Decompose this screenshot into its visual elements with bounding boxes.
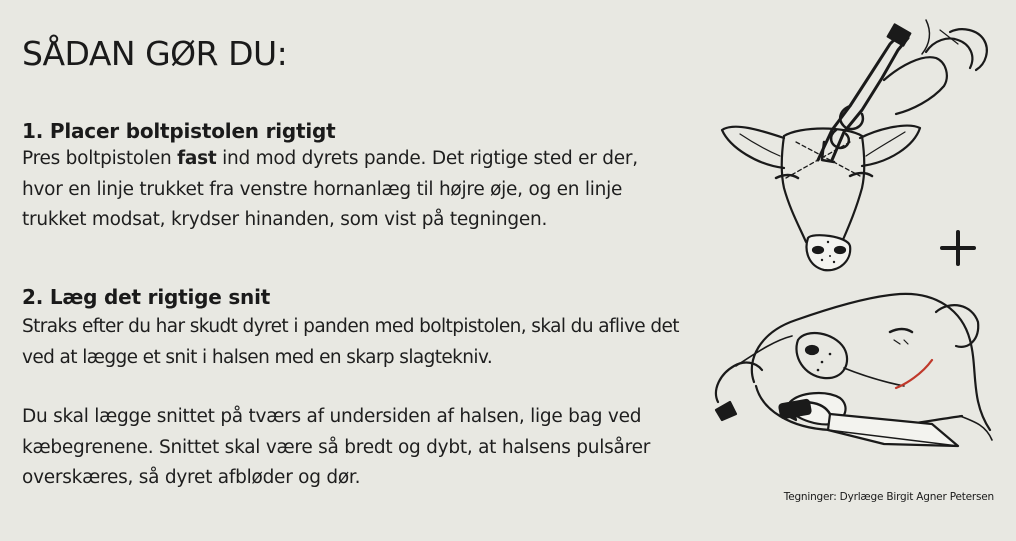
cut-line bbox=[896, 360, 932, 388]
step1-title: 1. Placer boltpistolen rigtigt bbox=[22, 119, 336, 143]
step1-text-bold: fast bbox=[177, 148, 217, 169]
page-title: SÅDAN GØR DU: bbox=[22, 34, 288, 73]
text-column bbox=[22, 30, 682, 488]
step2-paragraph-2: Du skal lægge snittet på tværs af undersiden af halsen, lige bag ved kæbegrenene. Snittet skal være så bredt og dybt, at halsens pulsårer overskæres, så dyret afbløder og dør. bbox=[22, 406, 651, 488]
plus-sign bbox=[942, 232, 974, 264]
goat-neck-cut-drawing bbox=[716, 294, 992, 446]
step1-paragraph bbox=[22, 144, 682, 236]
illustrations bbox=[700, 10, 1010, 480]
step1-text-before: Pres boltpistolen bbox=[22, 148, 178, 169]
illustration-credit: Tegninger: Dyrlæge Birgit Agner Petersen bbox=[783, 491, 994, 503]
goat-head-drawing bbox=[722, 20, 987, 270]
step1-text-after: ind mod dyrets pande. Det rigtige sted er der, hvor en linje trukket fra venstre hornanlæg til højre øje, og en linje trukket modsat, krydser hinanden, som vist på tegningen. bbox=[22, 148, 638, 230]
step2-title: 2. Læg det rigtige snit bbox=[22, 285, 271, 309]
step2-paragraph-1: Straks efter du har skudt dyret i panden med boltpistolen, skal du aflive det ved at lægge et snit i halsen med en skarp slagtekniv. bbox=[22, 316, 679, 368]
